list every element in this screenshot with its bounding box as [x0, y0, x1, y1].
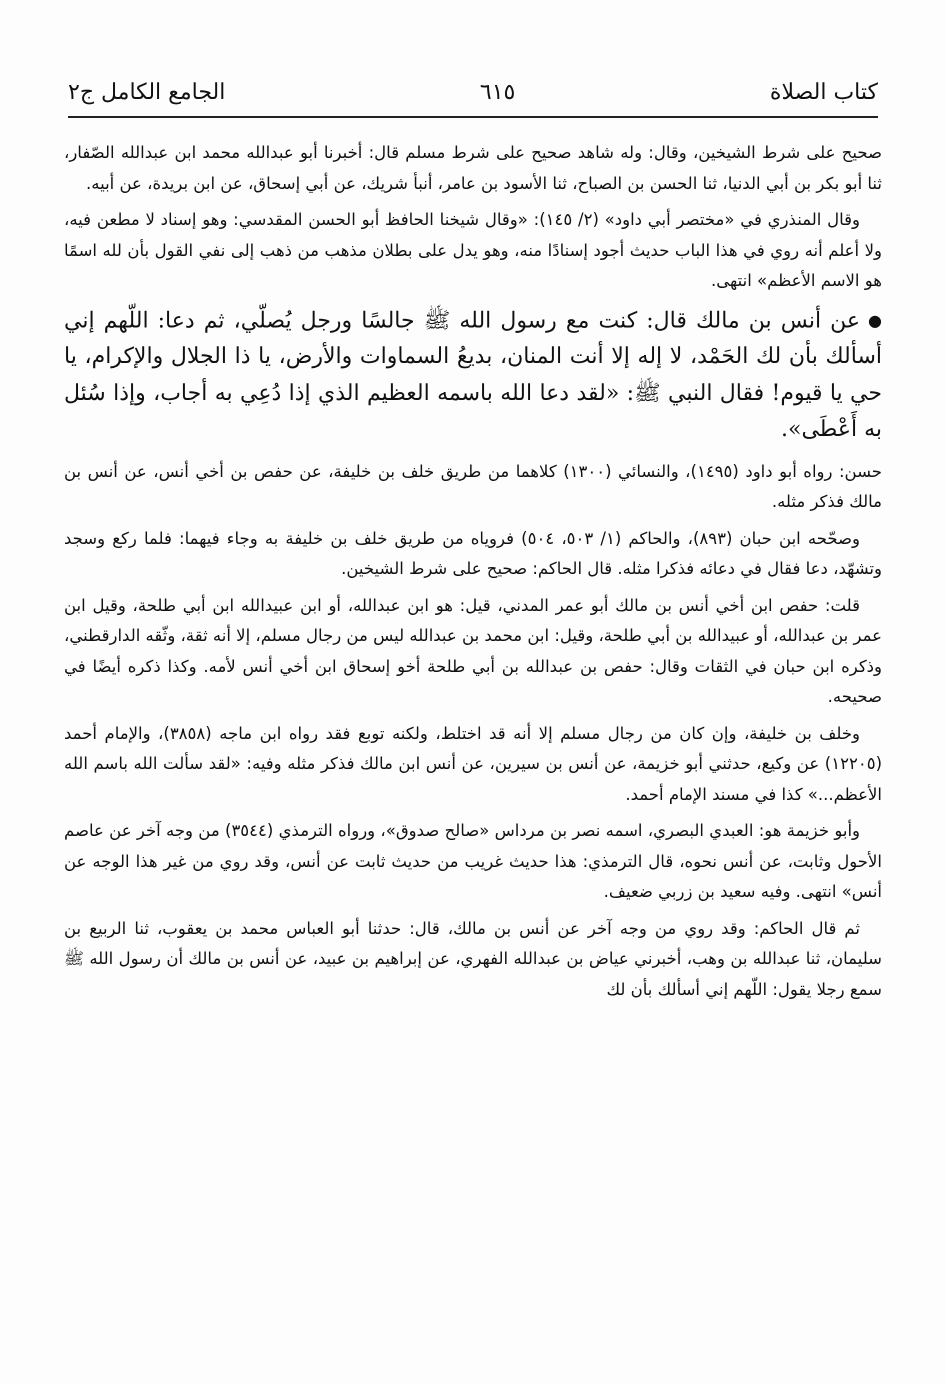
- paragraph-2: وقال المنذري في «مختصر أبي داود» (٢/ ١٤٥): «وقال شيخنا الحافظ أبو الحسن المقدسي: وهو إسناد لا مطعن فيه، ولا أعلم أنه روي في هذا الباب حديث أجود إسنادًا منه، وهو يدل على بطلان مذهب من ذهب إلى نفي القول بأن لله اسمًا هو الاسم الأعظم» انتهى.: [64, 210, 882, 290]
- paragraph-4: وصحّحه ابن حبان (٨٩٣)، والحاكم (١/ ٥٠٣، ٥٠٤) فروياه من طريق خلف بن خليفة به وجاء فيهما: فلما ركع وسجد وتشهّد، دعا فقال في دعائه فذكرا مثله. قال الحاكم: صحيح على شرط الشيخين.: [64, 528, 882, 579]
- bullet-dot-icon: ●: [868, 310, 882, 330]
- book-title: كتاب الصلاة: [769, 79, 878, 105]
- page-header: [68, 72, 878, 112]
- header-rule: [68, 116, 878, 118]
- paragraph-6: وخلف بن خليفة، وإن كان من رجال مسلم إلا أنه قد اختلط، ولكنه توبع فقد رواه ابن ماجه (٣٨٥٨)، والإمام أحمد (١٢٢٠٥) عن وكيع، حدثني أبو خزيمة، عن أنس بن سيرين، عن أنس ابن مالك فذكر مثله وفيه: «لقد سألت الله باسم الله الأعظم...» كذا في مسند الإمام أحمد.: [64, 723, 882, 804]
- hadith-body: عن أنس بن مالك قال: كنت مع رسول الله ﷺ جالسًا ورجل يُصلّي، ثم دعا: اللّهم إني أسألك بأن لك الحَمْد، لا إله إلا أنت المنان، بديعُ السماوات والأرض، يا ذا الجلال والإكرام، يا حي يا قيوم! فقال النبي ﷺ: «لقد دعا الله باسمه العظيم الذي إذا دُعِي به أجاب، وإذا سُئل به أَعْطَى».: [64, 307, 882, 443]
- paragraph-7: وأبو خزيمة هو: العبدي البصري، اسمه نصر بن مرداس «صالح صدوق»، ورواه الترمذي (٣٥٤٤) من وجه آخر عن عاصم الأحول وثابت، عن أنس نحوه، قال الترمذي: هذا حديث غريب من حديث ثابت عن أنس، وقد روي من غير هذا الوجه عن أنس» انتهى. وفيه سعيد بن زربي ضعيف.: [64, 821, 882, 902]
- page-body: [64, 138, 882, 1011]
- paragraph-5: قلت: حفص ابن أخي أنس بن مالك أبو عمر المدني، قيل: هو ابن عبدالله، أو ابن عبيدالله ابن أبي طلحة، وقيل ابن عمر بن عبدالله، أو عبيدالله بن أبي طلحة، وقيل: ابن محمد بن عبدالله ليس من رجال مسلم، إلا أنه ثقة، وثّقه الدارقطني، وذكره ابن حبان في الثقات وقال: حفص بن عبدالله بن أبي طلحة أخو إسحاق ابن أخي أنس لأمه. وكذا ذكره أيضًا في صحيحه.: [64, 595, 882, 707]
- page-number: ٦١٥: [479, 79, 516, 105]
- running-title: الجامع الكامل ج٢: [68, 79, 226, 105]
- paragraph-3: حسن: رواه أبو داود (١٤٩٥)، والنسائي (١٣٠٠) كلاهما من طريق خلف بن خليفة، عن حفص بن أخي أنس، عن أنس بن مالك فذكر مثله.: [64, 461, 882, 512]
- paragraph-8: ثم قال الحاكم: وقد روي من وجه آخر عن أنس بن مالك، قال: حدثنا أبو العباس محمد بن يعقوب، ثنا الربيع بن سليمان، ثنا عبدالله بن وهب، أخبرني عياض بن عبدالله الفهري، عن إبراهيم بن عبيد، عن أنس بن مالك أن رسول الله ﷺ سمع رجلا يقول: اللّهم إني أسألك بأن لك: [64, 918, 882, 999]
- paragraph-1: صحيح على شرط الشيخين، وقال: وله شاهد صحيح على شرط مسلم قال: أخبرنا أبو عبدالله محمد ابن عبدالله الصّفار، ثنا أبو بكر بن أبي الدنيا، ثنا الحسن بن الصباح، ثنا الأسود بن عامر، أنبأ شريك، عن أبي إسحاق، عن ابن بريدة، عن أبيه.: [64, 143, 882, 193]
- hadith-text: [64, 303, 882, 449]
